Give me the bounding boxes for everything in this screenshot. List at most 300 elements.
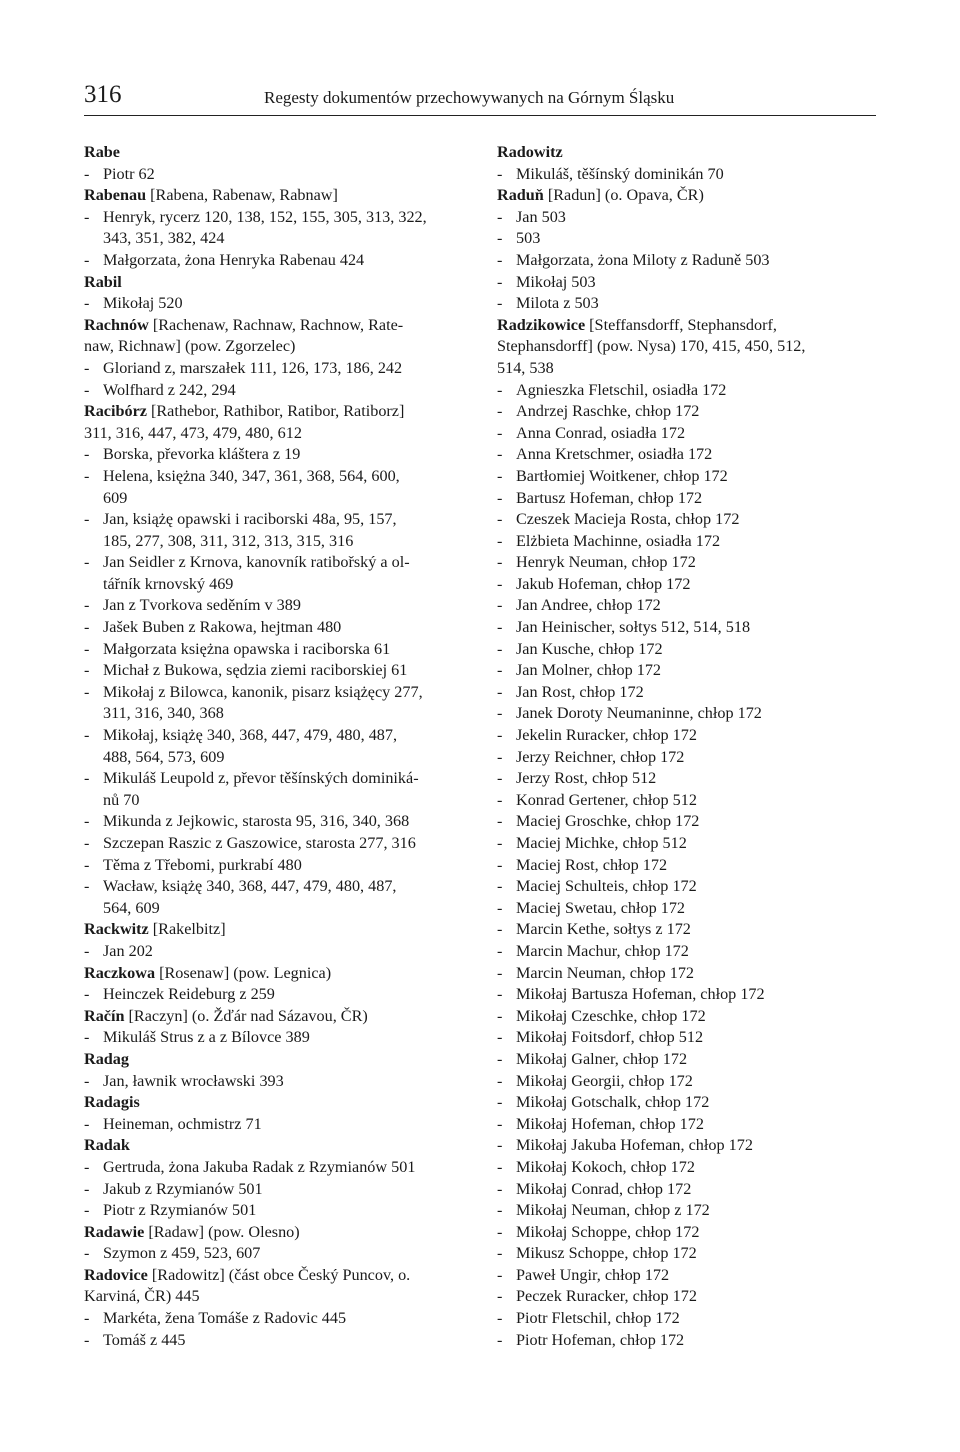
subentry-text: nů 70: [103, 790, 140, 809]
subentry: [497, 380, 877, 402]
entry-name: Radowitz: [497, 143, 563, 161]
subentry: [84, 1157, 464, 1179]
subentry: [497, 595, 877, 617]
subentry-text: Gloriand z, marszałek 111, 126, 173, 186, 242: [103, 358, 403, 377]
subentry: [84, 444, 464, 466]
dash-marker: -: [84, 294, 90, 313]
index-entry: [84, 963, 464, 1006]
dash-marker: -: [497, 1006, 503, 1025]
dash-marker: -: [497, 790, 503, 809]
dash-marker: -: [497, 1244, 503, 1263]
subentry-text: Peczek Ruracker, chłop 172: [516, 1287, 697, 1306]
entry-heading: [84, 1049, 464, 1071]
subentry: [497, 617, 877, 639]
dash-marker: -: [497, 812, 503, 831]
dash-marker: -: [497, 855, 503, 874]
subentry: [497, 1243, 877, 1265]
index-entry: [84, 1006, 464, 1049]
entry-heading: [84, 963, 464, 985]
subentry: [497, 1092, 877, 1114]
entry-heading: [497, 185, 877, 207]
subentry-text: Konrad Gertener, chłop 512: [516, 790, 697, 809]
subentry-text: Anna Kretschmer, osiadła 172: [516, 445, 713, 464]
entry-name: Radagis: [84, 1093, 140, 1112]
subentry: [497, 1308, 877, 1330]
dash-marker: -: [84, 250, 90, 269]
entry-heading: [497, 315, 877, 380]
subentry: [84, 1179, 464, 1201]
subentry-text: Henryk, rycerz 120, 138, 152, 155, 305, 313, 322,: [103, 207, 427, 226]
subentry: [84, 595, 464, 617]
subentry: [497, 1027, 877, 1049]
entry-details: [Radowitz] (část obce Český Puncov, o.: [147, 1265, 411, 1284]
subentry: [84, 509, 464, 552]
subentry: [497, 898, 877, 920]
subentry-text: 311, 316, 340, 368: [103, 704, 224, 723]
subentry: [84, 768, 464, 811]
index-entry: [84, 1092, 464, 1135]
subentry: [497, 250, 877, 272]
dash-marker: -: [84, 855, 90, 874]
subentry-text: Heinczek Reideburg z 259: [103, 985, 275, 1004]
subentry-text: Jan z Tvorkova seděním v 389: [103, 596, 301, 615]
dash-marker: -: [497, 164, 503, 183]
subentry-text: Tomáš z 445: [103, 1330, 186, 1349]
index-entry: [497, 185, 877, 315]
entry-details: [Rabena, Rabenaw, Rabnaw]: [146, 186, 338, 205]
dash-marker: -: [497, 272, 503, 291]
entry-name: Rackwitz: [84, 920, 149, 939]
subentry-text: 503: [516, 229, 541, 248]
subentry: [497, 747, 877, 769]
subentry: [84, 855, 464, 877]
subentry-text: Mikołaj, książę 340, 368, 447, 479, 480, 487,: [103, 726, 398, 745]
entry-details: [Rakelbitz]: [148, 920, 226, 939]
dash-marker: -: [497, 1287, 503, 1306]
dash-marker: -: [497, 661, 503, 680]
dash-marker: -: [84, 164, 90, 183]
subentry: [497, 1157, 877, 1179]
entry-name: Račín: [84, 1006, 125, 1025]
dash-marker: -: [497, 877, 503, 896]
dash-marker: -: [497, 423, 503, 442]
subentry: [84, 1027, 464, 1049]
subentry-text: Jan, książę opawski i raciborski 48a, 95, 157,: [103, 510, 397, 529]
dash-marker: -: [497, 704, 503, 723]
dash-marker: -: [84, 1330, 90, 1349]
entry-details: 514, 538: [497, 358, 554, 377]
subentry-text: Małgorzata księżna opawska i raciborska 61: [103, 639, 391, 658]
dash-marker: -: [497, 1309, 503, 1328]
dash-marker: -: [497, 1114, 503, 1133]
subentry: [84, 164, 464, 186]
dash-marker: -: [497, 682, 503, 701]
subentry-text: Borska, převorka kláštera z 19: [103, 445, 301, 464]
subentry-text: Maciej Groschke, chłop 172: [516, 812, 700, 831]
subentry: [84, 207, 464, 250]
subentry: [497, 1330, 877, 1352]
subentry: [497, 509, 877, 531]
entry-details: [Rathebor, Rathibor, Ratibor, Ratiborz]: [146, 402, 405, 421]
index-entry: [84, 401, 464, 919]
dash-marker: -: [497, 1179, 503, 1198]
subentry-text: Mikołaj Bartusza Hofeman, chłop 172: [516, 985, 765, 1004]
subentry-text: Szymon z 459, 523, 607: [103, 1244, 261, 1263]
dash-marker: -: [84, 726, 90, 745]
dash-marker: -: [497, 769, 503, 788]
subentry-text: Maciej Michke, chłop 512: [516, 834, 687, 852]
index-entry: [84, 919, 464, 962]
subentry: [497, 228, 877, 250]
index-entry: [84, 142, 464, 185]
subentry-text: Gertruda, żona Jakuba Radak z Rzymianów 501: [103, 1157, 416, 1176]
subentry-text: Jan 503: [516, 207, 566, 226]
index-entry: [497, 315, 877, 1352]
subentry-text: Jan 202: [103, 941, 153, 960]
subentry: [497, 1179, 877, 1201]
entry-details: Karviná, ČR) 445: [84, 1287, 200, 1306]
dash-marker: -: [497, 250, 503, 269]
subentry: [497, 488, 877, 510]
subentry-text: Těma z Třebomi, purkrabí 480: [103, 855, 302, 874]
subentry-text: Heineman, ochmistrz 71: [103, 1114, 262, 1133]
entry-heading: [84, 1092, 464, 1114]
subentry: [497, 682, 877, 704]
dash-marker: -: [84, 1114, 90, 1133]
dash-marker: -: [497, 553, 503, 572]
subentry: [497, 790, 877, 812]
subentry: [497, 272, 877, 294]
dash-marker: -: [84, 553, 90, 572]
entry-name: Radzikowice: [497, 315, 586, 334]
subentry-text: Mikuláš Strus z a z Bílovce 389: [103, 1028, 310, 1047]
subentry: [497, 444, 877, 466]
dash-marker: -: [84, 1244, 90, 1263]
subentry-text: Mikołaj Kokoch, chłop 172: [516, 1157, 695, 1176]
index-entry: [84, 1222, 464, 1265]
subentry-text: Maciej Schulteis, chłop 172: [516, 877, 697, 896]
dash-marker: -: [84, 207, 90, 226]
subentry-text: Agnieszka Fletschil, osiadła 172: [516, 380, 727, 399]
dash-marker: -: [497, 747, 503, 766]
entry-name: Radovice: [84, 1265, 148, 1284]
dash-marker: -: [84, 358, 90, 377]
subentry-text: Milota z 503: [516, 294, 599, 313]
index-entry: [84, 1049, 464, 1092]
running-title: Regesty dokumentów przechowywanych na Górnym Śląsku: [264, 88, 675, 107]
dash-marker: -: [84, 812, 90, 831]
entry-heading: [84, 142, 464, 164]
subentry-text: 488, 564, 573, 609: [103, 747, 225, 766]
subentry: [497, 1049, 877, 1071]
subentry: [497, 552, 877, 574]
dash-marker: -: [497, 510, 503, 529]
subentry: [497, 768, 877, 790]
entry-details: Stephansdorff] (pow. Nysa) 170, 415, 450, 512,: [497, 337, 806, 356]
subentry: [84, 941, 464, 963]
index-entry: [84, 1265, 464, 1351]
dash-marker: -: [84, 618, 90, 637]
subentry: [84, 552, 464, 595]
subentry-text: tářník krnovský 469: [103, 574, 234, 593]
entry-heading: [497, 142, 877, 164]
subentry-text: Jan Kusche, chłop 172: [516, 639, 663, 658]
dash-marker: -: [497, 834, 503, 852]
subentry: [84, 358, 464, 380]
subentry-text: 343, 351, 382, 424: [103, 229, 225, 248]
subentry-text: Piotr z Rzymianów 501: [103, 1201, 257, 1220]
entry-name: Rabil: [84, 272, 122, 291]
entry-heading: [84, 1222, 464, 1244]
subentry: [84, 660, 464, 682]
subentry-text: Jan Heinischer, sołtys 512, 514, 518: [516, 618, 751, 637]
subentry-text: Henryk Neuman, chłop 172: [516, 553, 696, 572]
entry-name: Radag: [84, 1049, 129, 1068]
dash-marker: -: [84, 1179, 90, 1198]
dash-marker: -: [84, 596, 90, 615]
subentry-text: Maciej Swetau, chłop 172: [516, 898, 686, 917]
subentry-text: Jan Seidler z Krnova, kanovník ratibořský a ol-: [103, 553, 410, 572]
subentry: [497, 164, 877, 186]
subentry: [84, 1114, 464, 1136]
dash-marker: -: [84, 1157, 90, 1176]
subentry-text: Mikuláš, těšínský dominikán 70: [516, 164, 724, 183]
dash-marker: -: [84, 941, 90, 960]
subentry: [84, 293, 464, 315]
subentry: [84, 725, 464, 768]
subentry-text: Mikołaj Gotschalk, chłop 172: [516, 1093, 710, 1112]
subentry: [497, 1286, 877, 1308]
subentry-text: Mikołaj Schoppe, chłop 172: [516, 1222, 700, 1241]
dash-marker: -: [84, 1201, 90, 1220]
subentry-text: Piotr 62: [103, 164, 155, 183]
subentry: [497, 207, 877, 229]
subentry: [497, 1006, 877, 1028]
dash-marker: -: [497, 920, 503, 939]
subentry: [497, 401, 877, 423]
subentry: [84, 380, 464, 402]
index-entry: [497, 142, 877, 185]
subentry: [497, 660, 877, 682]
entry-heading: [84, 1135, 464, 1157]
entry-heading: [84, 401, 464, 444]
subentry-text: Paweł Ungir, chłop 172: [516, 1265, 670, 1284]
entry-details: [Rachenaw, Rachnaw, Rachnow, Rate-: [148, 315, 404, 334]
dash-marker: -: [497, 229, 503, 248]
dash-marker: -: [84, 639, 90, 658]
subentry-text: Czeszek Macieja Rosta, chłop 172: [516, 510, 740, 529]
dash-marker: -: [497, 1222, 503, 1241]
subentry-text: Mikusz Schoppe, chłop 172: [516, 1244, 697, 1263]
index-entry: [84, 185, 464, 271]
dash-marker: -: [497, 1049, 503, 1068]
subentry-text: Mikunda z Jejkowic, starosta 95, 316, 340, 368: [103, 812, 410, 831]
subentry: [497, 1114, 877, 1136]
entry-heading: [84, 919, 464, 941]
subentry: [497, 941, 877, 963]
subentry-text: Jekelin Ruracker, chłop 172: [516, 726, 697, 745]
page-header: [84, 80, 876, 116]
subentry-text: Mikołaj Georgii, chłop 172: [516, 1071, 693, 1090]
subentry: [497, 1200, 877, 1222]
entry-heading: [84, 1265, 464, 1308]
subentry: [497, 725, 877, 747]
subentry: [84, 617, 464, 639]
dash-marker: -: [497, 1330, 503, 1349]
entry-name: Rabe: [84, 143, 120, 161]
page-number: 316: [84, 81, 122, 108]
subentry: [497, 919, 877, 941]
subentry: [497, 703, 877, 725]
dash-marker: -: [497, 1136, 503, 1155]
subentry-text: Elżbieta Machinne, osiadła 172: [516, 531, 721, 550]
subentry: [84, 1308, 464, 1330]
dash-marker: -: [497, 207, 503, 226]
dash-marker: -: [497, 531, 503, 550]
dash-marker: -: [497, 574, 503, 593]
subentry-text: Helena, księżna 340, 347, 361, 368, 564, 600,: [103, 466, 400, 485]
dash-marker: -: [497, 445, 503, 464]
subentry: [84, 250, 464, 272]
entry-name: Raduň: [497, 186, 544, 205]
subentry: [497, 963, 877, 985]
subentry: [497, 855, 877, 877]
dash-marker: -: [84, 466, 90, 485]
entry-details: [Rosenaw] (pow. Legnica): [155, 963, 332, 982]
entry-heading: [84, 1006, 464, 1028]
index-column-right: [497, 142, 877, 1351]
entry-heading: [84, 185, 464, 207]
subentry: [84, 682, 464, 725]
subentry-text: Mikołaj Jakuba Hofeman, chłop 172: [516, 1136, 753, 1155]
entry-details: [Radun] (o. Opava, ČR): [543, 186, 704, 205]
subentry: [497, 423, 877, 445]
subentry: [497, 833, 877, 855]
subentry-text: Michał z Bukowa, sędzia ziemi raciborskiej 61: [103, 661, 408, 680]
dash-marker: -: [84, 1028, 90, 1047]
subentry: [84, 466, 464, 509]
subentry-text: Wolfhard z 242, 294: [103, 380, 236, 399]
subentry: [497, 1135, 877, 1157]
subentry-text: 564, 609: [103, 898, 160, 917]
subentry: [497, 876, 877, 898]
subentry: [497, 531, 877, 553]
entry-details: [Radaw] (pow. Olesno): [144, 1222, 300, 1241]
entry-heading: [84, 315, 464, 358]
subentry-text: Jerzy Rost, chłop 512: [516, 769, 657, 788]
dash-marker: -: [497, 618, 503, 637]
subentry-text: 609: [103, 488, 128, 507]
subentry-text: Mikołaj 520: [103, 294, 183, 313]
subentry: [497, 639, 877, 661]
subentry-text: Marcin Kethe, sołtys z 172: [516, 920, 691, 939]
subentry-text: Szczepan Raszic z Gaszowice, starosta 277, 316: [103, 834, 416, 852]
header-rule: [84, 115, 876, 116]
subentry-text: Małgorzata, żona Henryka Rabenau 424: [103, 250, 365, 269]
subentry-text: Marcin Neuman, chłop 172: [516, 963, 695, 982]
subentry-text: 185, 277, 308, 311, 312, 313, 315, 316: [103, 531, 354, 550]
dash-marker: -: [497, 402, 503, 421]
dash-marker: -: [84, 1309, 90, 1328]
dash-marker: -: [497, 898, 503, 917]
dash-marker: -: [497, 294, 503, 313]
dash-marker: -: [497, 941, 503, 960]
subentry: [497, 984, 877, 1006]
subentry-text: Bartusz Hofeman, chłop 172: [516, 488, 703, 507]
entry-name: Raczkowa: [84, 963, 156, 982]
dash-marker: -: [497, 985, 503, 1004]
subentry-text: Mikołaj Galner, chłop 172: [516, 1049, 688, 1068]
subentry-text: Jan Rost, chłop 172: [516, 682, 644, 701]
dash-marker: -: [497, 466, 503, 485]
entry-heading: [84, 272, 464, 294]
dash-marker: -: [497, 1071, 503, 1090]
subentry-text: Małgorzata, żona Miloty z Raduně 503: [516, 250, 770, 269]
dash-marker: -: [84, 445, 90, 464]
subentry-text: Jakub Hofeman, chłop 172: [516, 574, 691, 593]
subentry-text: Piotr Fletschil, chłop 172: [516, 1309, 680, 1328]
dash-marker: -: [497, 596, 503, 615]
entry-details: [Steffansdorff, Stephansdorf,: [585, 315, 777, 334]
dash-marker: -: [84, 682, 90, 701]
subentry: [84, 1330, 464, 1352]
entry-details: naw, Richnaw] (pow. Zgorzelec): [84, 337, 296, 356]
subentry-text: Jan, ławnik wrocławski 393: [103, 1071, 284, 1090]
subentry-text: Mikołaj z Bilowca, kanonik, pisarz książęcy 277,: [103, 682, 423, 701]
index-entry: [84, 315, 464, 401]
subentry-text: Mikołaj Neuman, chłop z 172: [516, 1201, 710, 1220]
subentry-text: Piotr Hofeman, chłop 172: [516, 1330, 685, 1349]
subentry-text: Maciej Rost, chłop 172: [516, 855, 668, 874]
subentry: [497, 1265, 877, 1287]
subentry: [497, 811, 877, 833]
subentry: [497, 574, 877, 596]
subentry: [497, 466, 877, 488]
subentry: [497, 1071, 877, 1093]
dash-marker: -: [84, 1071, 90, 1090]
subentry: [84, 1200, 464, 1222]
entry-name: Rabenau: [84, 186, 147, 205]
dash-marker: -: [84, 380, 90, 399]
subentry: [84, 1243, 464, 1265]
dash-marker: -: [84, 661, 90, 680]
subentry-text: Marcin Machur, chłop 172: [516, 941, 689, 960]
entry-name: Racibórz: [84, 402, 147, 421]
subentry-text: Bartłomiej Woitkener, chłop 172: [516, 466, 728, 485]
dash-marker: -: [84, 985, 90, 1004]
entry-name: Radak: [84, 1136, 130, 1155]
dash-marker: -: [497, 1265, 503, 1284]
subentry-text: Mikołaj Conrad, chłop 172: [516, 1179, 692, 1198]
subentry: [84, 639, 464, 661]
subentry-text: Mikołaj Czeschke, chłop 172: [516, 1006, 706, 1025]
subentry-text: Mikuláš Leupold z, převor těšínských dominiká-: [103, 769, 419, 788]
subentry-text: Janek Doroty Neumaninne, chłop 172: [516, 704, 762, 723]
subentry-text: Markéta, žena Tomáše z Radovic 445: [103, 1309, 347, 1328]
dash-marker: -: [497, 726, 503, 745]
entry-details: [Raczyn] (o. Žďár nad Sázavou, ČR): [124, 1006, 368, 1025]
subentry-text: Jakub z Rzymianów 501: [103, 1179, 263, 1198]
dash-marker: -: [497, 963, 503, 982]
subentry-text: Jan Andree, chłop 172: [516, 596, 661, 615]
entry-name: Rachnów: [84, 315, 149, 334]
subentry-text: Jašek Buben z Rakowa, hejtman 480: [103, 618, 342, 637]
subentry: [84, 833, 464, 855]
dash-marker: -: [497, 1157, 503, 1176]
dash-marker: -: [497, 488, 503, 507]
subentry-text: Mikołaj 503: [516, 272, 596, 291]
dash-marker: -: [84, 877, 90, 896]
